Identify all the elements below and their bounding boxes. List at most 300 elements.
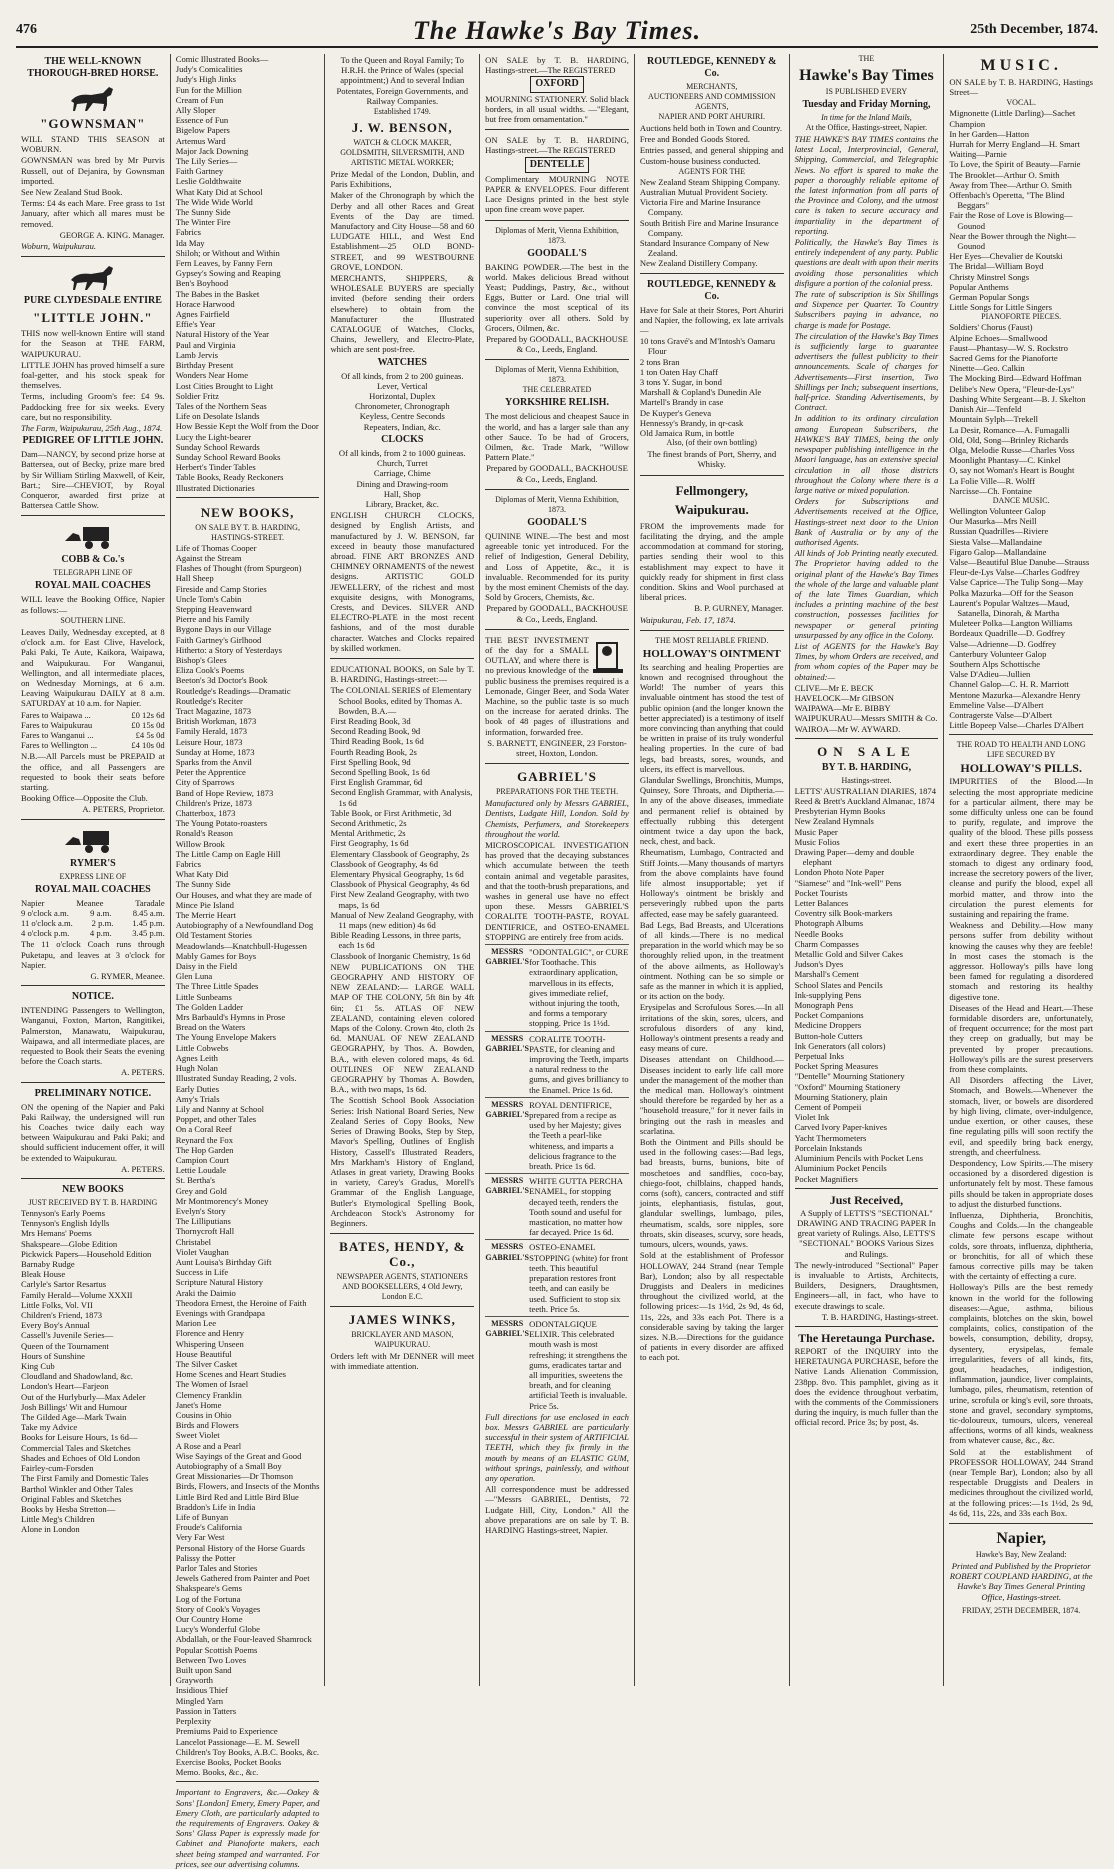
list-item: Perplexity xyxy=(175,1716,212,1727)
text: ON the opening of the Napier and Paki Paki Railway, the undersigned will run his Coaches twice daily each way between Waipukurau and Paki Paki; and should sufficient inducement offer, it will be extended to Waipukurau. xyxy=(21,1101,165,1163)
list-item: Polka Mazurka—Off for the Season xyxy=(949,587,1074,598)
list-item: The Sunny Side xyxy=(175,207,231,218)
heading: ON SALE xyxy=(817,743,916,759)
list-item: How Bessie Kept the Wolf from the Door xyxy=(175,421,319,432)
list-item: Agnes Leith xyxy=(175,1052,218,1063)
heading: PRELIMINARY NOTICE. xyxy=(34,1087,152,1099)
list-item: Original Fables and Sketches xyxy=(21,1493,122,1504)
column-4 xyxy=(479,54,634,1686)
list-item: Horace Harwood xyxy=(175,298,235,309)
list-item: British Workman, 1873 xyxy=(175,716,257,727)
cell: 1.45 p.m. xyxy=(132,917,165,928)
watch-list xyxy=(330,371,474,432)
list-item: Australian Mutual Provident Society. xyxy=(639,187,768,198)
issue-date: 25th December, 1874. xyxy=(970,22,1098,37)
list-item: Fun for the Million xyxy=(175,84,242,95)
text: ON SALE by T. B. HARDING, Hastings-street.—The REGISTERED xyxy=(485,55,629,76)
heading: COBB & Co.'s xyxy=(61,554,125,566)
list-item: The First Family and Domestic Tales xyxy=(21,1473,149,1484)
text: Waipukurau, Feb. 17, 1874. xyxy=(639,614,736,625)
subheading: WATCH & CLOCK MAKER, GOLDSMITH, SILVERSMITH, AND ARTISTIC METAL WORKER; xyxy=(340,138,465,168)
list-item: First Spelling Book, 9d xyxy=(330,756,411,767)
gabriel-item xyxy=(485,1097,629,1171)
text: Leaves Daily, Wednesday excepted, at 8 o'clock a.m. for East Clive, Havelock, Paki Paki, Te Aute, Kaikora, Waipawa, and Waipukurau. For Wanganui, Wellington, and all intermediate places, on Wednesday Mornings, at 6 a.m. Leaving Waipukurau DAILY at 8 a.m. SATURDAY at 10 a.m. for Napier. xyxy=(21,626,165,709)
text: THE HAWKE'S BAY TIMES contains the latest Local, Interprovincial, General, Shipping, Commercial, and Telegraphic News. No effort is spared to make the paper a thoroughly reliable epitome of the latest information from all parts of the Province and Colony, and the utmost care is taken to secure accuracy and impartiality in the department of reporting. xyxy=(794,134,939,236)
list-item: Of all kinds, from 2 to 200 guineas. xyxy=(341,370,464,381)
text: Holloway's Pills are the best remedy known in the world for the following diseases:—Ague, asthma, bilious complaints, blotches on the skin, bowel complaints, colics, constipation of the bowels, consumption, debility, dropsy, dysentery, erysipelas, female irregularities, fevers of all kinds, fits, gout, headaches, indigestion, inflammation, jaundice, liver complaints, lumbago, piles, rheumatism, retention of urine, scrofula or king's evil, sore throats, stone and gravel, secondary symptoms, tic-doloureux, tumours, ulcers, venereal affections, worms of all kinds, weakness from whatever cause, &c., &c. xyxy=(949,1282,1094,1446)
subheading: NAPIER AND PORT AHURIRI. xyxy=(658,112,765,121)
list-item: WAIROA—Mr W. AYWARD. xyxy=(794,723,901,734)
list-item: The Little Camp on Eagle Hill xyxy=(175,848,281,859)
list-item: Autobiography of a Newfoundland Dog xyxy=(175,920,314,931)
list-item: Wonders Near Home xyxy=(175,370,249,381)
heading: JAMES WINKS, xyxy=(348,1312,456,1328)
list-item: WAIPAWA—Mr E. BIBBY xyxy=(794,703,891,714)
text: Free and Bonded Goods Stored. xyxy=(639,134,750,145)
oxford-logo: OXFORD xyxy=(530,76,583,92)
list-item: Fair the Rose of Love is Blowing—Gounod xyxy=(949,210,1073,231)
list-item: Sacred Gems for the Pianoforte xyxy=(949,353,1058,364)
page-number: 476 xyxy=(16,22,37,37)
list-item: Pickwick Papers—Household Edition xyxy=(21,1248,152,1259)
list-item: First Geography, 1s 6d xyxy=(330,838,409,849)
hbt-prospectus xyxy=(795,54,939,739)
list-item: Fourth Reading Book, 2s xyxy=(330,746,417,757)
list-item: Bishop's Glees xyxy=(175,654,227,665)
fare-amount: £0 15s 0d xyxy=(131,719,165,730)
list-item: 1 ton Oaten Hay Chaff xyxy=(639,366,718,377)
list-item: Bread on the Waters xyxy=(175,1022,246,1033)
list-item: Tennyson's English Idylls xyxy=(21,1218,110,1229)
list-item: Early Duties xyxy=(175,1083,219,1094)
list-item: Passion in Tatters xyxy=(175,1705,237,1716)
text: ODONTALGIQUE ELIXIR. This celebrated mouth wash is most refreshing; it strengthens the gums, eradicates tartar and all impurities, sweetens the breath, and for cleaning artificial Teeth is invaluable. Price 5s. xyxy=(529,1318,628,1411)
list-item: Aunt Louisa's Birthday Gift xyxy=(175,1256,272,1267)
list-item: Ida May xyxy=(175,237,205,248)
list-item: Button-hole Cutters xyxy=(794,1030,863,1041)
list-item: What Katy Did at School xyxy=(175,186,263,197)
list-item: Little Sunbeams xyxy=(175,991,232,1002)
list-item: Ronald's Reason xyxy=(175,828,233,839)
text: Bad Legs, Bad Breasts, and Ulcerations of all kinds.—There is no medical preparation in the world which may be so thoroughly relied upon, in the treatment of the above ailments, as Holloway's ointment. Nothing can be so simple or safe as the manner in which it is applied, or its action on the body. xyxy=(639,919,784,1002)
list-item: Stepping Heavenward xyxy=(175,603,252,614)
list-item: Araki the Daimio xyxy=(175,1287,236,1298)
list-item: Exercise Books, Pocket Books xyxy=(175,1756,282,1767)
list-item: Children's Prize, 1873 xyxy=(175,797,252,808)
list-item: Willow Brook xyxy=(175,838,225,849)
list-item: Classbook of Physical Geography, 4s 6d xyxy=(330,879,470,890)
list-item: Peter the Apprentice xyxy=(175,767,246,778)
list-item: Sparks from the Anvil xyxy=(175,757,252,767)
list-item: Reed & Brett's Auckland Almanac, 1874 xyxy=(794,795,935,806)
heading: "LITTLE JOHN." xyxy=(33,310,153,326)
list-item: Lettie Loudale xyxy=(175,1165,227,1176)
book-list xyxy=(176,543,320,1778)
list-item: Narcisse—Ch. Fontaine xyxy=(949,485,1032,496)
list-item: First Reading Book, 3d xyxy=(330,715,411,726)
fare-amount: £0 12s 6d xyxy=(131,709,165,720)
list-item: Beeton's 3d Doctor's Book xyxy=(175,675,268,686)
engravers-notice: Important to Engravers, &c.—Oakey & Sons' [London] Emery, Emery Paper, and Emery Cloth, are particularly adapted to the requirements of Engravers. Oakey & Sons' Glass Paper is expressly made for Cabinet and Pianoforte makers, each sheet being stamped and warranted. For prices, see our advertising columns. xyxy=(175,1787,320,1869)
text: The 11 o'clock Coach runs through Puketapu, and leaves at 3 o'clock for Napier. xyxy=(21,939,165,970)
text: See New Zealand Stud Book. xyxy=(21,187,123,198)
heretaunga-ad xyxy=(795,1332,939,1433)
heading: Tuesday and Friday Morning, xyxy=(802,99,931,110)
fare-destination: Fares to Waipukurau xyxy=(21,719,93,730)
fare-row xyxy=(21,710,165,720)
text: Auctions held both in Town and Country. xyxy=(639,123,783,133)
list-item: "Oxford" Mourning Stationery xyxy=(794,1081,901,1092)
list-item: London Photo Note Paper xyxy=(794,867,885,878)
list-item: Table Book, or First Arithmetic, 3d xyxy=(330,807,452,818)
list-item: Whispering Unseen xyxy=(175,1338,244,1349)
holloway-pills-ad xyxy=(949,740,1093,1524)
list-item: Christabel xyxy=(175,1236,212,1247)
text: Manufactured only by Messrs GABRIEL, Dentists, Ludgate Hill, London. Sold by Chemists, Perfumers, and Storekeepers throughout the world. xyxy=(485,798,629,839)
text: REPORT of the INQUIRY into the HERETAUNGA PURCHASE, before the Native Lands Alienation Commission, 238pp. 8vo. This pamphlet, giving as it does the evidence throughout verbatim, with the comments of the Commissioners during the inquiry, is much fuller than the official record. Price 3s; by post, 4s. xyxy=(794,1345,939,1428)
cell: 11 o'clock a.m. xyxy=(21,917,73,928)
list-item: Shakspeare's Gems xyxy=(175,1583,242,1594)
list-item: Birds and Flowers xyxy=(175,1420,239,1431)
subheading: MERCHANTS, xyxy=(686,82,738,91)
list-item: Presbyterian Hymn Books xyxy=(794,806,886,817)
list-item: Valse—Beautiful Blue Danube—Strauss xyxy=(949,556,1090,567)
list-item: The Gilded Age—Mark Twain xyxy=(21,1412,127,1423)
list-item: Repeaters, Indian, &c. xyxy=(363,421,441,432)
clock-list xyxy=(330,448,474,509)
list-item: Hurrah for Merry England—H. Smart xyxy=(949,139,1080,150)
educational-books-ad xyxy=(330,664,474,1234)
list-item: Birds, Flowers, and Insects of the Months xyxy=(175,1481,320,1492)
list-item: Family Herald, 1873 xyxy=(175,726,248,737)
notice-ad xyxy=(21,991,165,1082)
subheading: IS PUBLISHED EVERY xyxy=(825,87,908,96)
new-books-harding xyxy=(176,497,320,1783)
text: Dam—NANCY, by second prize horse at Battersea, out of Becky, prize mare bred by Sir William Stirling Maxwell, of Keir, Bart.; Sire—CHEVIOT, by Royal Conqueror, awarded first prize at Battersea Cattle Show. xyxy=(21,449,165,511)
text: All correspondence must be addressed—"Messrs GABRIEL, Dentists, 72 Ludgate Hill, City, London." All the above preparations are on sale by T. B. HARDING Hastings-street, Napier. xyxy=(485,1484,629,1535)
list-item: Charm Compasses xyxy=(794,938,859,949)
list-item: The Three Little Spades xyxy=(175,981,259,992)
text: Prepared by GOODALL, BACKHOUSE & Co., Leeds, England. xyxy=(486,463,628,484)
list-item: Personal History of the Horse Guards xyxy=(175,1542,305,1553)
list-item: Second Arithmetic, 2s xyxy=(330,818,407,828)
text: ENGLISH CHURCH CLOCKS, designed by English Artists, and manufactured by J. W. BENSON, far exceed in beauty those manufactured abroad. FINE ART BRONZES AND CHIMNEY ORNAMENTS of the newest designs. ARTISTIC GOLD JEWELLERY, of the richest and most exquisite designs, with Monograms, Crests, and Devices. SILVER AND ELECTRO-PLATE in the most recent fashions, and of the most durable character. Watches and Clocks repaired by skilled workmen. xyxy=(330,510,475,653)
text: BAKING POWDER.—The best in the world. Makes delicious Bread without Yeast; Puddings, Pastry, &c., without Eggs, Butter or Lard. One trial will convince the most sceptical of its superiority over all others. Sold by Grocers, Oilmen, &c. xyxy=(485,261,629,333)
text: THIS now well-known Entire will stand for the Season at THE FARM, WAIPUKURAU. xyxy=(21,328,165,359)
label: MESSRS GABRIEL'S xyxy=(485,1099,529,1120)
list-item: Cloudland and Shadowland, &c. xyxy=(21,1371,133,1382)
text: CORALITE TOOTH-PASTE, for cleaning and improving the Teeth, imparts a natural redness to the gums, and gives brilliancy to the Enamel. Price 1s 6d. xyxy=(529,1033,629,1095)
list-item: Comic Illustrated Books— xyxy=(175,54,269,64)
list-item: Mental Arithmetic, 2s xyxy=(330,828,406,839)
list-item: Metallic Gold and Silver Cakes xyxy=(794,949,903,960)
gownsman-name: "GOWNSMAN" xyxy=(40,116,146,131)
list-item: Mignonette (Little Darling)—Sachet xyxy=(949,108,1076,119)
list-item: Muleteer Polka—Langton Williams xyxy=(949,618,1073,629)
column-1 xyxy=(16,54,170,1686)
soda-machine-icon xyxy=(589,635,629,675)
fares-table xyxy=(21,710,165,751)
subheading: At the Office, Hastings-street, Napier. xyxy=(805,123,928,132)
list-item: New Zealand Steam Shipping Company. xyxy=(639,176,780,187)
cell: Taradale xyxy=(135,897,165,908)
text: ROYAL DENTIFRICE, prepared from a recipe as used by her Majesty; gives the Teeth a pearl-like whiteness, and imparts a delicious fragrance to the breath. Price 1s 6d. xyxy=(529,1099,622,1172)
list-item: Lancelot Passionage—E. M. Sewell xyxy=(175,1736,300,1747)
list-item: Children's Toy Books, A.B.C. Books, &c. xyxy=(175,1746,320,1757)
subheading: Established 1749. xyxy=(373,107,431,117)
subheading: SOUTHERN LINE. xyxy=(60,615,126,625)
text: The newly-introduced "Sectional" Paper is invaluable to Artists, Architects, Builders, Designers, Draughtsmen, Engineers—all, in fact, who have to execute drawings to scale. xyxy=(794,1259,939,1311)
list-item: Violet Vaughan xyxy=(175,1246,229,1257)
list-item: Near the Bower through the Night—Gounod xyxy=(949,230,1076,252)
subheading: AUCTIONEERS AND COMMISSION AGENTS, xyxy=(647,92,776,111)
list-item: Evenings with Grandpapa xyxy=(175,1307,265,1318)
list-item: Routledge's Reciter xyxy=(175,695,243,706)
text: ON SALE by T. B. HARDING, Hastings Street— xyxy=(949,77,1094,98)
list-item: The COLONIAL SERIES of Elementary School Books, edited by Thomas A. Bowden, B.A.— xyxy=(330,685,472,716)
cell: 3.45 p.m. xyxy=(132,928,165,939)
list-item: Music Paper xyxy=(794,826,838,837)
list-item: Little Meg's Children xyxy=(21,1514,95,1525)
text: All Disorders affecting the Liver, Stomach, and Bowels.—Whenever the stomach, liver, or bowels are disordered by high living, climate, over-indulgence, undue exertion, or other causes, these fine regulating pills will soon rectify the evil, and speedily bring back energy, strength, and cheerfulness. xyxy=(949,1075,1094,1157)
heading: ROYAL MAIL COACHES xyxy=(34,883,151,895)
list-item: Chatterbox, 1873 xyxy=(175,808,236,819)
column-3 xyxy=(324,54,479,1686)
just-received-ad xyxy=(795,1194,939,1327)
list-item: Faith Gartney's Girlhood xyxy=(175,634,262,645)
text: To the Queen and Royal Family; To H.R.H. the Prince of Wales (special appointment;) And to several Indian Potentates, Foreign Governments, and Railway Companies. xyxy=(336,55,469,106)
list-item: Mably Games for Boys xyxy=(175,950,257,961)
subheading: HASTINGS-STREET. xyxy=(211,532,285,542)
list-item: German Popular Songs xyxy=(949,292,1030,303)
list-item: A Rose and a Pearl xyxy=(175,1440,242,1451)
list-item: Photograph Albums xyxy=(794,918,864,929)
list-item: Memo. Books, &c., &c. xyxy=(175,1767,259,1778)
list-item: Pocket Magnifiers xyxy=(794,1173,858,1184)
list-item: The Brooklet—Arthur O. Smith xyxy=(949,169,1060,180)
list-item: Figaro Galop—Mallandaine xyxy=(949,546,1047,557)
fare-row xyxy=(21,720,165,730)
list-item: Home Scenes and Heart Studies xyxy=(175,1369,286,1380)
fare-row xyxy=(21,730,165,740)
list-item: Judson's Dyes xyxy=(794,959,844,970)
list-item: Fairley-cum-Forsden xyxy=(21,1463,94,1474)
text: WHITE GUTTA PERCHA ENAMEL, for stopping decayed teeth, renders the Tooth sound and useful for mastication, no matter how far decayed. Price 1s 6d. xyxy=(529,1176,623,1238)
list-item: Pocket Companions xyxy=(794,1010,864,1021)
list-item: Marshall & Copland's Dunedin Ale xyxy=(639,387,762,398)
list-item: Library, Bracket, &c. xyxy=(365,498,439,509)
list-item: Cement of Pompeii xyxy=(794,1102,862,1113)
list-item: Lucy the Light-bearer xyxy=(175,431,252,442)
list-item: On a Coral Reef xyxy=(175,1124,232,1135)
text: Diseases attendant on Childhood.—Diseases incident to early life call more under the management of the mother than the medical man. Holloway's ointment should therefore be regarded by her as a "household treasure," for it never fails in bringing out the rash in measles and scarlatina. xyxy=(639,1054,784,1136)
list-item: Shades and Echoes of Old London xyxy=(21,1452,141,1463)
list-item: The Winter Fire xyxy=(175,217,231,228)
list-item: Pocket Spring Measures xyxy=(794,1061,879,1072)
text: MOURNING STATIONERY. Solid black borders, in all usual widths. —"Elegant, but free from ornamentation." xyxy=(485,93,629,125)
signature: S. BARNETT, ENGINEER, 23 Forston-street, Hoxton, London. xyxy=(487,737,627,758)
list-item: Uncle Tom's Cabin xyxy=(175,593,242,604)
list-item: Little Cobwebs xyxy=(175,1042,229,1053)
list-item: Thornycroft Hall xyxy=(175,1226,235,1237)
list-item: Paul and Virginia xyxy=(175,339,236,350)
list-item: Tennyson's Early Poems xyxy=(21,1208,106,1219)
agent-list xyxy=(640,177,784,269)
list-item: Fireside and Camp Stories xyxy=(175,583,267,594)
list-item: Sunday School Reward Books xyxy=(175,451,281,462)
list-item: Sunday at Home, 1873 xyxy=(175,746,255,757)
list-item: Life of Thomas Cooper xyxy=(175,542,257,553)
list-item: Dining and Drawing-room xyxy=(356,478,449,489)
list-item: Alpine Echoes—Smallwood xyxy=(949,332,1048,343)
heading: Just Received, xyxy=(829,1192,904,1207)
quinine-wine-ad xyxy=(485,495,629,630)
piano-list xyxy=(949,322,1093,495)
text: Both the Ointment and Pills should be used in the following cases:—Bad legs, bad breasts, burns, bunions, bite of moschetoes and sandflies, coco-bay, chiego-foot, chilblains, chapped hands, corns (soft), cancers, contracted and stiff joints, elephantiasis, fistulas, gout, glandular swellings, lumbago, piles, rheumatism, scalds, sore nipples, sore throats, skin diseases, scurvy, sore heads, tumours, ulcers, wounds, yaws. xyxy=(639,1137,784,1250)
text: The Farm, Waipukurau, 25th Aug., 1874. xyxy=(21,423,163,434)
list-item: House Beautiful xyxy=(175,1348,232,1359)
winks-ad xyxy=(330,1312,474,1376)
cell: 9 o'clock a.m. xyxy=(21,907,69,918)
list-item: Elementary Classbook of Geography, 2s xyxy=(330,848,470,859)
list-item: Parlor Tales and Stories xyxy=(175,1563,258,1574)
heading: WATCHES xyxy=(377,356,427,368)
list-item: Campion Court xyxy=(175,1154,229,1165)
text: Rheumatism, Lumbago, Contracted and Stiff Joints.—Many thousands of martyrs from the above complaints have found life almost insupportable; yet if Holloway's ointment be briskly and perseveringly rubbed upon the parts affected, ease may be safely guaranteed. xyxy=(639,847,784,919)
list-item: The Lily Series— xyxy=(175,156,238,167)
text: WILL STAND THIS SEASON at WOBURN. xyxy=(21,134,165,155)
list-item: "Siamese" and "Ink-well" Pens xyxy=(794,877,902,888)
text: Full directions for use enclosed in each box. Messrs GABRIEL are particularly successful in their system of ARTIFICIAL TEETH, which they fix firmly in the mouth by means of an ELASTIC GUM, without springs, painlessly, and without any operation. xyxy=(485,1411,629,1483)
text: Diseases of the Head and Heart.—These formidable disorders are, unfortunately, of frequent occurrence; for the most part they creep on gradually, but may be prevented by proper precautions. Holloway's pills are the surest preservers from these complaints. xyxy=(949,1002,1094,1075)
timetable-row xyxy=(21,908,165,918)
list-item: Leisure Hour, 1873 xyxy=(175,736,243,747)
list-item: Away from Thee—Arthur O. Smith xyxy=(949,179,1072,190)
list-item: Pocket Tourists xyxy=(794,887,848,898)
list-item: Carved Ivory Paper-knives xyxy=(794,1122,888,1133)
columns xyxy=(16,54,1098,1869)
text: ON SALE by T. B. HARDING, Hastings-street.—The REGISTERED xyxy=(485,135,629,156)
list-item: Between Two Loves xyxy=(175,1654,247,1665)
list-item: Alone in London xyxy=(21,1524,80,1535)
list-item: Braddon's Life in India xyxy=(175,1501,256,1512)
text: THE BEST INVESTMENT of the day for a SMALL OUTLAY, and where there is no previous knowledge of the public business the premises required is a Lemonade, Ginger Beer, and Soda Water Machine, so the public taste is so much on the increase for aerated drinks. The book of 48 pages of illustrations and information, forwarded free. xyxy=(485,634,629,737)
subheading: VOCAL. xyxy=(1006,98,1036,108)
list-item: In her Garden—Hatton xyxy=(949,128,1030,139)
heading: ROYAL MAIL COACHES xyxy=(34,580,151,592)
list-item: Letter Balances xyxy=(794,898,849,909)
heading: EDUCATIONAL BOOKS, on Sale by T. B. HARDING, Hastings-street:— xyxy=(330,663,475,685)
list-item: Out of the Hurlyburly—Max Adeler xyxy=(21,1391,146,1402)
list-item: Porcelain Inkstands xyxy=(794,1142,863,1153)
text: Its searching and healing Properties are known and recognised throughout the World! The number of years this invaluable ointment has stood the test of public opinion (and the longer known the better appreciated) is a testimony of itself more convincing than anything that could be written in praise of its truly wonderful healing properties. In the cure of bad legs, bad breasts, sores, wounds, and ulcers, its effect is marvellous. xyxy=(639,661,784,774)
heading: Fellmongery, Waipukurau. xyxy=(674,482,749,517)
list-item: Bible Reading Lessons, in three parts, each 1s 6d xyxy=(330,930,461,951)
book-list xyxy=(21,1208,165,1535)
text: Glandular Swellings, Bronchitis, Mumps, Quinsey, Sore Throats, and Diptheria.—In any of the above diseases, immediate and permanent relief is obtained by effectually rubbing this detergent ointment twice a day upon the back, neck, chest, and back. xyxy=(639,774,784,847)
list-item: Mrs Hemans' Poems xyxy=(21,1228,92,1239)
text: "ODONTALGIC", or CURE for Toothache. This extraordinary application, marvellous in its effects, gives immediate relief, without injuring the tooth, and forms a temporary stopping. Price 1s 1½d. xyxy=(529,947,629,1029)
list-item: Florence and Henry xyxy=(175,1328,244,1339)
list-item: Sunday School Rewards xyxy=(175,441,260,452)
list-item: Third Reading Book, 1s 6d xyxy=(330,736,424,747)
subheading: TELEGRAPH LINE OF xyxy=(53,568,133,578)
heading: GOODALL'S xyxy=(527,247,587,259)
list-item: Emmeline Valse—D'Albert xyxy=(949,699,1044,710)
list-item: Delibe's New Opera, "Fleur-de-Lys" xyxy=(949,383,1075,394)
list-item: Danish Air—Tenfeld xyxy=(949,404,1022,415)
list-item: School Slates and Pencils xyxy=(794,979,883,990)
list-item: Mince Pie Island xyxy=(175,899,234,910)
heading: HOLLOWAY'S OINTMENT xyxy=(642,647,781,660)
list-item: Gypsey's Sowing and Reaping xyxy=(175,268,281,279)
subheading: Also, (of their own bottling) xyxy=(666,438,757,448)
list-item: Leslie Goldthwaite xyxy=(175,176,242,187)
column-6 xyxy=(789,54,944,1686)
list-item: Cream of Fun xyxy=(175,94,224,105)
rymer-ad xyxy=(21,825,165,987)
list-item: Of all kinds, from 2 to 1000 guineas. xyxy=(338,447,466,458)
list-item: Mentone Mazurka—Alexandre Henry xyxy=(949,689,1081,700)
list-item: Life on Desolate Islands xyxy=(175,411,260,422)
heading: GOODALL'S xyxy=(527,516,587,528)
preliminary-notice xyxy=(21,1088,165,1179)
list-item: Natural History of the Year xyxy=(175,329,270,340)
list-item: Siesta Valse—Mallandaine xyxy=(949,536,1042,547)
list-item: The Mocking Bird—Edward Hoffman xyxy=(949,373,1082,384)
list-item: Tales of the Northern Seas xyxy=(175,400,267,411)
list-item: Offenbach's Operetta, "The Blind Beggars" xyxy=(949,190,1065,211)
list-item: Success in Life xyxy=(175,1267,229,1278)
cell: 4 p.m. xyxy=(89,928,112,939)
list-item: Great Missionaries—Dr Thomson xyxy=(175,1471,293,1482)
heading: HOLLOWAY'S PILLS. xyxy=(960,761,1082,776)
list-item: Agnes Fairfield xyxy=(175,309,230,320)
fellmongery-ad xyxy=(640,481,784,631)
list-item: New Zealand Distillery Company. xyxy=(639,258,758,269)
list-item: Valse D'Adieu—Jullien xyxy=(949,669,1031,680)
list-item: Ink Generators (all colors) xyxy=(794,1040,886,1051)
text: LITTLE JOHN has proved himself a sure foal-getter, and his stock speak for themselves. xyxy=(21,359,165,391)
list-item: Aluminium Pocket Pencils xyxy=(794,1163,887,1174)
bates-ad xyxy=(330,1239,474,1307)
list-item: Popular Scottish Poems xyxy=(175,1644,258,1655)
list-item: First New Zealand Geography, with two maps, 1s 6d xyxy=(330,889,469,910)
list-item: Cousins in Ohio xyxy=(175,1410,232,1420)
coach-icon xyxy=(53,825,133,855)
dentelle-logo: DENTELLE xyxy=(525,157,589,173)
subheading: ON SALE BY T. B. HARDING, xyxy=(195,522,300,532)
list-item: La Desir, Romance—A. Fumagalli xyxy=(949,424,1070,435)
signature: A. PETERS. xyxy=(121,1163,165,1174)
list-item: Coventry silk Book-markers xyxy=(794,908,893,919)
list-item: Clemency Franklin xyxy=(175,1389,242,1400)
list-item: Little Bopeep Valse—Charles D'Albert xyxy=(949,720,1084,731)
yorkshire-relish-ad xyxy=(485,365,629,489)
on-sale-ad xyxy=(795,744,939,1189)
list-item: Standard Insurance Company of New Zealand. xyxy=(639,238,770,259)
list-item: Reynard the Fox xyxy=(175,1134,234,1145)
list-item: De Kuyper's Geneva xyxy=(639,407,712,418)
heading: NEW BOOKS, xyxy=(200,504,295,520)
subheading: JUST RECEIVED BY T. B. HARDING xyxy=(28,1198,158,1208)
list-item: Old Jamaica Rum, in bottle xyxy=(639,428,735,439)
gabriel-ad xyxy=(485,769,629,1540)
list-item: Fabrics xyxy=(175,859,202,870)
list-item: The Sunny Side xyxy=(175,879,231,890)
list-item: Ben's Boyhood xyxy=(175,278,229,289)
list-item: Faith Gartney xyxy=(175,166,224,177)
